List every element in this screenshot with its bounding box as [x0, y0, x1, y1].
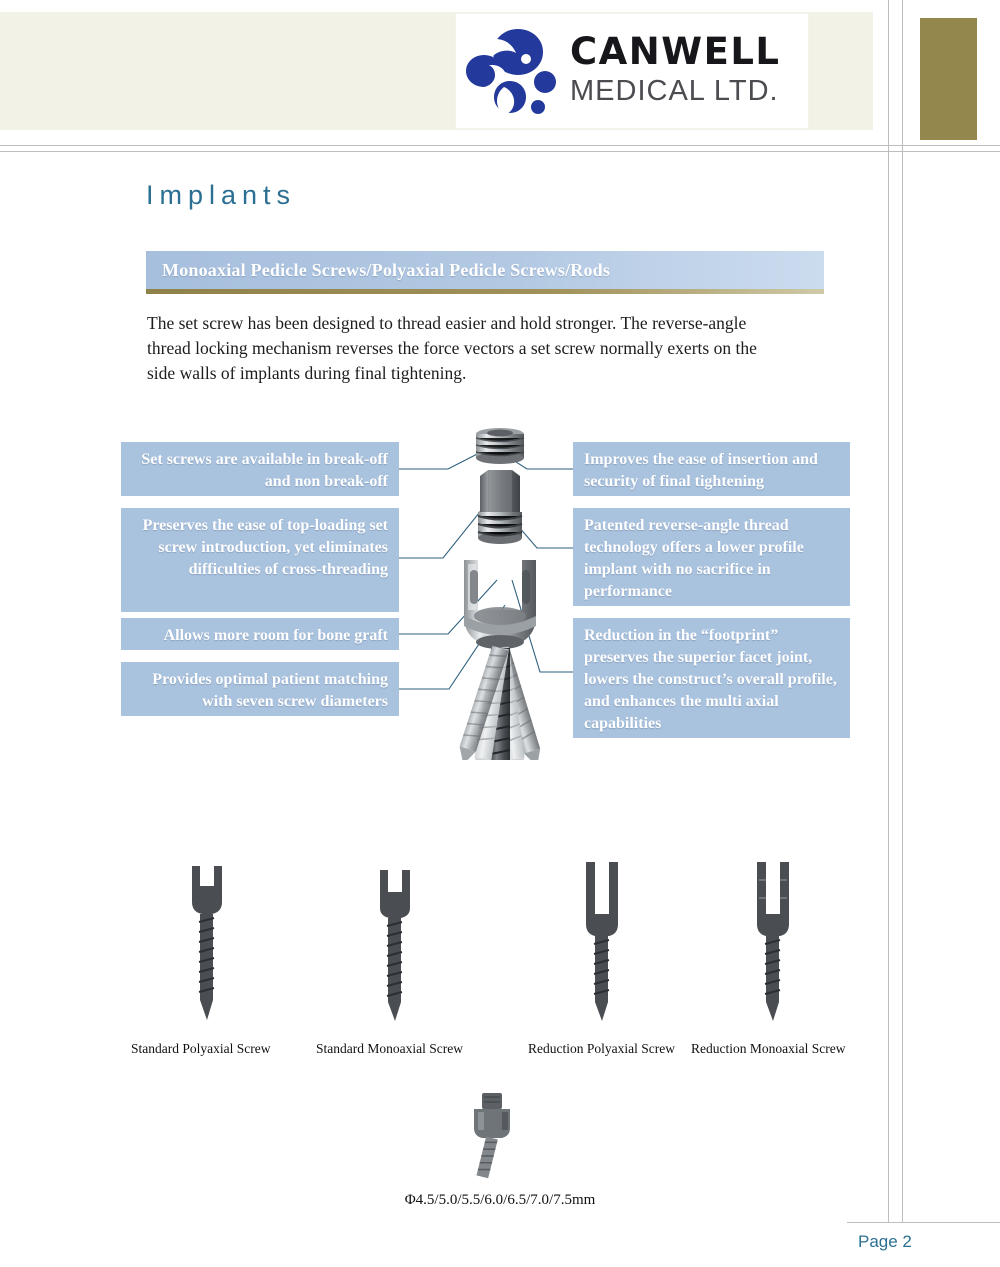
assembled-screw-with-rod-image [462, 1090, 526, 1180]
product-reduction-monoaxial-screw-image [748, 858, 798, 1024]
callout-left-4: Provides optimal patient matching with seven screw diameters [121, 662, 399, 716]
logo-company-name: CANWELL [570, 30, 781, 74]
product-standard-polyaxial-screw-image [178, 862, 236, 1024]
header-divider-lower [0, 151, 1000, 152]
page-number: Page 2 [858, 1232, 912, 1251]
product-label-reduction-polyaxial: Reduction Polyaxial Screw [528, 1041, 675, 1056]
callout-right-1: Improves the ease of insertion and security of final tightening [573, 442, 850, 496]
screw-diameter-spec: Φ4.5/5.0/5.5/6.0/6.5/7.0/7.5mm [404, 1192, 596, 1208]
canwell-logo-icon [466, 25, 562, 117]
section-banner [146, 251, 824, 289]
product-label-reduction-monoaxial: Reduction Monoaxial Screw [691, 1041, 846, 1056]
screw-shaft-fan [455, 645, 545, 760]
break-off-set-screw [478, 470, 522, 544]
product-reduction-polyaxial-screw-image [578, 858, 626, 1024]
set-screw-top [476, 428, 524, 464]
product-label-standard-monoaxial: Standard Monoaxial Screw [316, 1041, 463, 1056]
header-divider-upper [0, 145, 1000, 146]
gold-accent-block [920, 18, 977, 140]
callout-right-2: Patented reverse-angle thread technology offers a lower profile implant with no sacrifice in performance [573, 508, 850, 606]
callout-left-3: Allows more room for bone graft [121, 618, 399, 650]
footer-divider [847, 1222, 1000, 1223]
logo-company-subtitle: MEDICAL LTD. [570, 75, 779, 108]
tulip-housing [464, 560, 536, 649]
page-title: Implants [146, 180, 297, 210]
product-label-standard-polyaxial: Standard Polyaxial Screw [131, 1041, 271, 1056]
section-banner-underline [146, 289, 824, 294]
callout-left-1: Set screws are available in break-off and non break-off [121, 442, 399, 496]
intro-paragraph: The set screw has been designed to thread easier and hold stronger. The reverse-angle thread locking mechanism reverses the force vectors a set screw normally exerts on the side walls of implants during final tightening. [147, 313, 757, 383]
product-standard-monoaxial-screw-image [368, 866, 422, 1024]
company-logo [456, 14, 808, 128]
pedicle-screw-assembly-diagram [398, 420, 602, 760]
section-banner-title: Monoaxial Pedicle Screws/Polyaxial Pedicle Screws/Rods [162, 259, 611, 280]
callout-left-2: Preserves the ease of top-loading set screw introduction, yet eliminates difficulties of cross-threading [121, 508, 399, 612]
logo-wordmark [570, 30, 781, 109]
callout-right-3: Reduction in the “footprint” preserves the superior facet joint, lowers the construct’s overall profile, and enhances the multi axial capabilities [573, 618, 850, 738]
